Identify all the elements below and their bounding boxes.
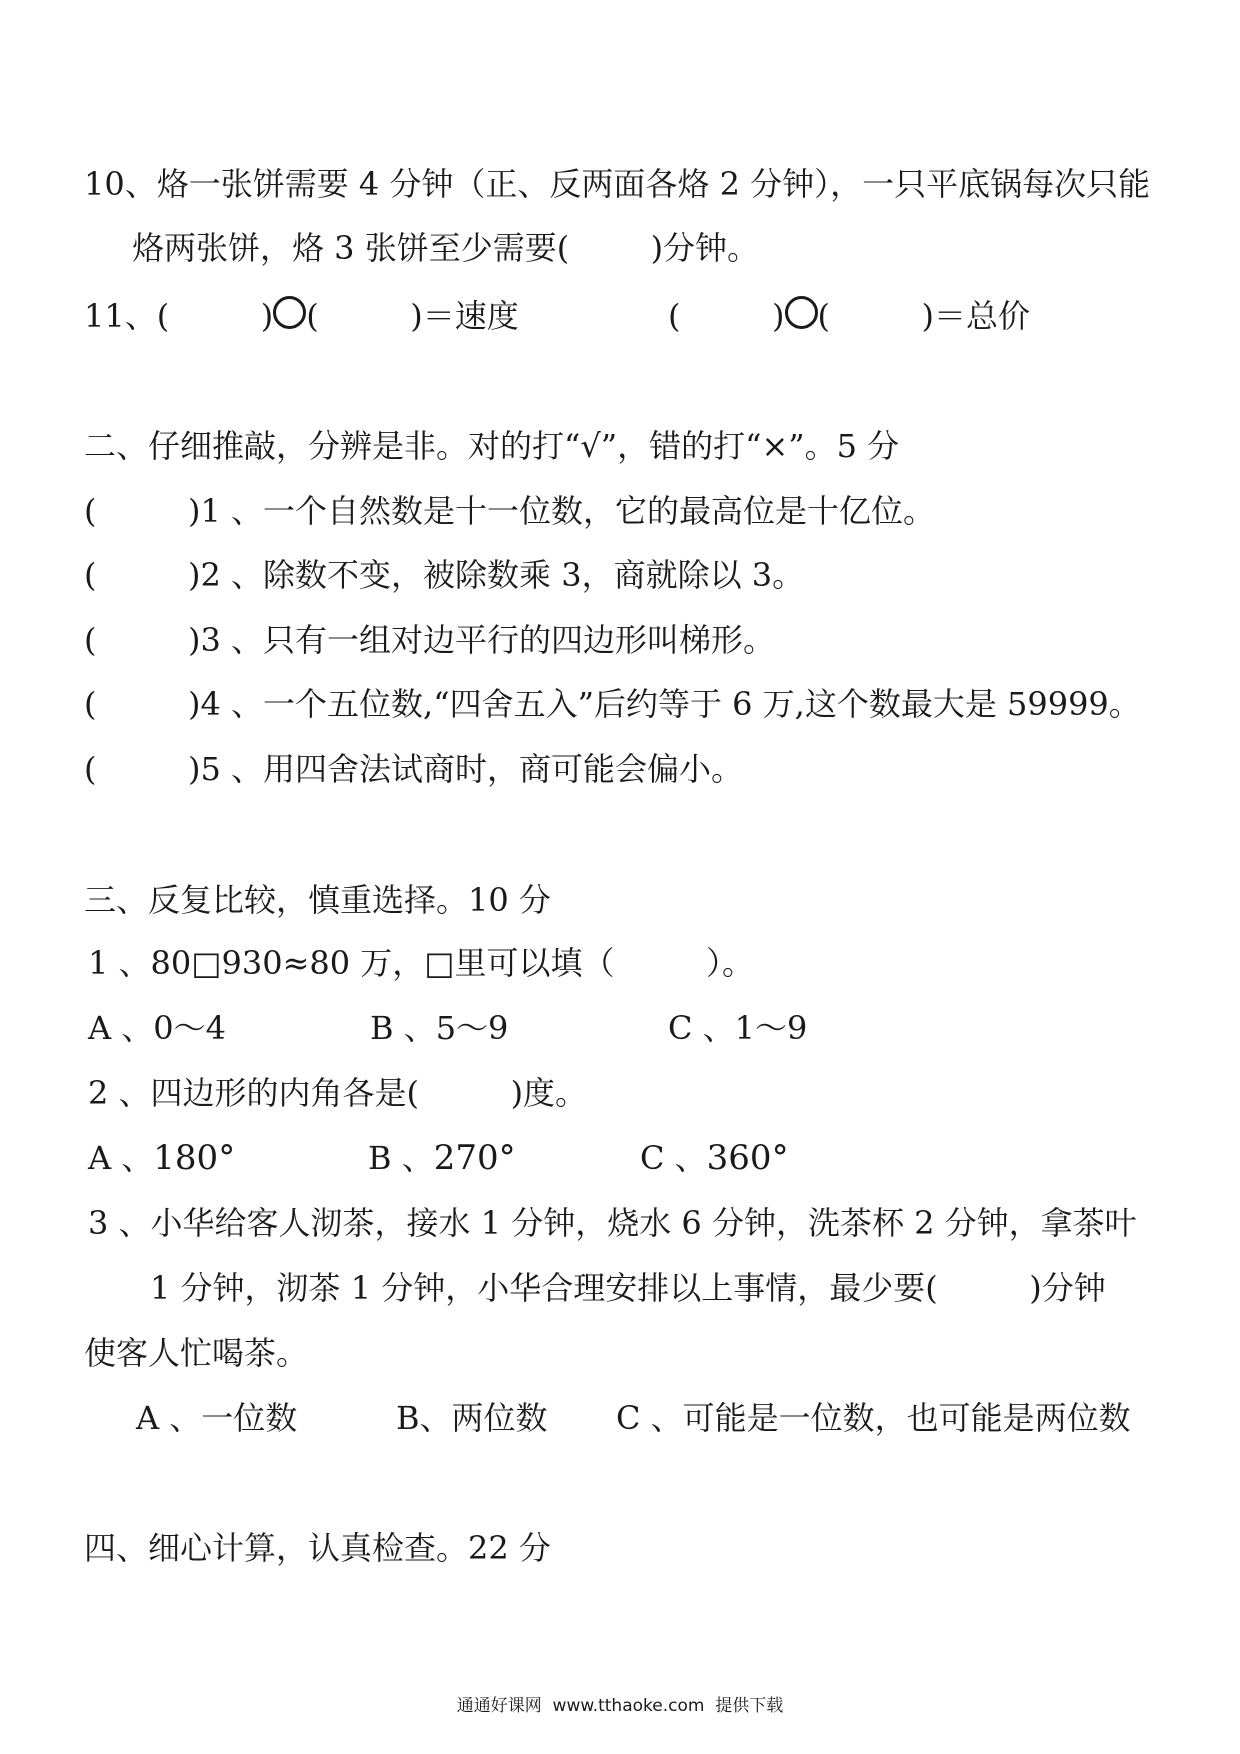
question-10-line-2: 烙两张饼，烙 3 张饼至少需要( )分钟。 <box>132 229 760 267</box>
choice-option-b <box>368 1138 516 1178</box>
option-value: 270° <box>433 1138 516 1178</box>
question-11-b-prefix: ( ) <box>668 297 785 335</box>
choice-option-b: B、两位数 <box>396 1399 548 1437</box>
choice-question-3-line-1: 3 、小华给客人沏茶，接水 1 分钟，烧水 6 分钟，洗茶杯 2 分钟，拿茶叶 <box>88 1204 1137 1242</box>
question-11 <box>84 296 519 336</box>
choice-option-c: C 、可能是一位数，也可能是两位数 <box>616 1399 1131 1437</box>
choice-option-a: A 、0～4 <box>88 1009 227 1047</box>
option-prefix: A 、 <box>88 1139 154 1177</box>
choice-option-c: C 、1～9 <box>668 1009 808 1047</box>
choice-option-c <box>640 1138 789 1178</box>
choice-question-1: 1 、80□930≈80 万，□里可以填（ ）。 <box>88 944 755 982</box>
true-false-item: ( )3 、只有一组对边平行的四边形叫梯形。 <box>84 621 776 659</box>
choice-option-b: B 、5～9 <box>370 1009 509 1047</box>
true-false-item: ( )4 、一个五位数,“四舍五入”后约等于 6 万,这个数最大是 59999。 <box>84 685 1141 723</box>
section-3-heading: 三、反复比较，慎重选择。10 分 <box>84 881 551 919</box>
choice-question-3-line-3: 使客人忙喝茶。 <box>84 1334 309 1372</box>
footer-source: 通通好课网 www.tthaoke.com 提供下载 <box>456 1696 784 1716</box>
question-11-a-suffix: ( )＝速度 <box>306 297 519 335</box>
option-value: 180° <box>153 1138 236 1178</box>
operator-circle-icon <box>785 296 818 329</box>
true-false-item: ( )5 、用四舍法试商时，商可能会偏小。 <box>84 750 744 788</box>
question-11-b <box>668 296 1030 336</box>
question-11-b-suffix: ( )＝总价 <box>817 297 1031 335</box>
choice-question-2: 2 、四边形的内角各是( )度。 <box>88 1074 588 1112</box>
option-prefix: C 、 <box>640 1139 707 1177</box>
question-10-line-1: 10、烙一张饼需要 4 分钟（正、反两面各烙 2 分钟），一只平底锅每次只能 <box>84 165 1151 203</box>
true-false-item: ( )2 、除数不变，被除数乘 3，商就除以 3。 <box>84 556 805 594</box>
section-2-heading: 二、仔细推敲，分辨是非。对的打“√”，错的打“×”。5 分 <box>84 427 900 465</box>
option-value: 360° <box>706 1138 789 1178</box>
operator-circle-icon <box>273 296 306 329</box>
choice-option-a <box>88 1138 235 1178</box>
option-prefix: B 、 <box>368 1139 434 1177</box>
question-11-a-prefix: 11、( ) <box>84 297 274 335</box>
true-false-item: ( )1 、一个自然数是十一位数，它的最高位是十亿位。 <box>84 492 936 530</box>
section-4-heading: 四、细心计算，认真检查。22 分 <box>84 1529 551 1567</box>
choice-option-a: A 、一位数 <box>136 1399 298 1437</box>
choice-question-3-line-2: 1 分钟，沏茶 1 分钟，小华合理安排以上事情，最少要( )分钟 <box>150 1269 1106 1307</box>
